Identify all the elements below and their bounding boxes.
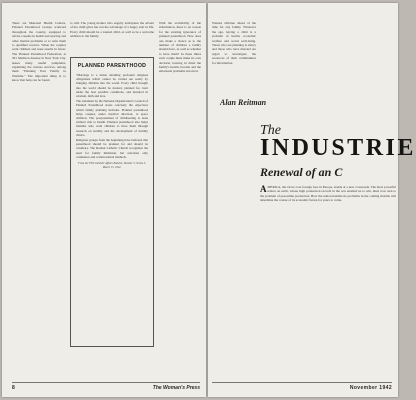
left-intro-text: to will. The young mother who eagerly anticipates the advent of her child gives her son the advantage of a happy start in life. Every child should be a wanted child, as well as be a welcome addition to the family. xyxy=(70,21,154,39)
right-page-footer xyxy=(212,382,392,393)
article-body xyxy=(260,185,396,204)
article-body-text: MERICA, the victor over foreign foes in Europe, stands at a new crossroads. The most powerful nation on earth, whose high production records in the war enabled us to win, must now turn to the problem of peacetime production. How the nation handles its problems in the coming months will determine the course of its economic future for years to come. xyxy=(260,185,396,203)
magazine-name: The Woman's Press xyxy=(152,385,200,391)
headline: INDUSTRIE xyxy=(260,135,416,161)
box-paragraph-3: Religious groups from the beginning have believed that parenthood should be planned for and should be voluntary. The Roman Catholic Church recognizes the need for family limitation, but sanctions only continence and certain natural methods. xyxy=(76,138,148,159)
left-column-3-text: With the availability of the information, there is no reason for the existing ignorance of planned parenthood. How does one make a choice as to the number of children a family should have, as well as whether to have them? In these times each couple must make its own decision, bearing in mind the family's health, income and the emotional problems involved. xyxy=(159,21,201,74)
headline-subtitle: Renewal of an C xyxy=(260,165,343,179)
drop-cap: A xyxy=(260,184,267,194)
page-number: 8 xyxy=(12,385,15,391)
left-column-1-text: There are Maternal Health Centers, Planned Parenthood Groups scattered throughout the country, equipped to advise couples in health and spacing and other marital problems or to refer them to qualified sources. When the couples want children and none results in fewer. The Planned Parenthood Federation, at 501 Madison Avenue in New York City, issues many useful pamphlets, explaining the various services, among them "Planning Your Family in Wartime." The important thing is to know that help can be found. xyxy=(12,21,66,83)
box-credit: From the YWCA Public Affairs Bulletin, Number 3, Series 5, March 15, 1942. xyxy=(78,162,146,169)
headline-article: The xyxy=(260,123,281,138)
issue-date: November 1942 xyxy=(349,385,392,391)
planned-parenthood-box xyxy=(70,57,154,347)
right-page-left-column xyxy=(212,21,256,66)
left-page xyxy=(2,3,206,397)
left-page-column-3 xyxy=(159,21,201,75)
box-paragraph-1: "Marriage is a union entailing profound religious obligations which cannot be carried out solely by bringing children into the world. Every child brought into the world should be desired, planned for, born under the best possible conditions, and nurtured in wisdom, faith and love. xyxy=(76,73,148,99)
author-byline: Alan Reitman xyxy=(220,98,267,107)
left-page-column-1 xyxy=(12,21,66,84)
right-page xyxy=(208,3,416,397)
box-paragraph-2: The statement by the National Organization's Council of Planned Parenthood states concisely the objectives which family planning includes. Planned parenthood helps couples, under medical direction, to space children. The postponement of childbearing is done without risk to health. Planned parenthood also helps families who want children to have them through research on sterility and the development of fertility clinics. xyxy=(76,99,148,137)
left-page-footer xyxy=(12,382,200,393)
left-page-intro xyxy=(70,21,154,40)
right-left-column-text: Wanted children ahead of the time for any family. Whatever the age, having a child is a problem of health, economic welfare and social well-being. Those who are planning to marry and those who have married are urged to investigate the resources of their communities for information. xyxy=(212,21,256,65)
planned-parenthood-heading: PLANNED PARENTHOOD xyxy=(77,63,147,69)
